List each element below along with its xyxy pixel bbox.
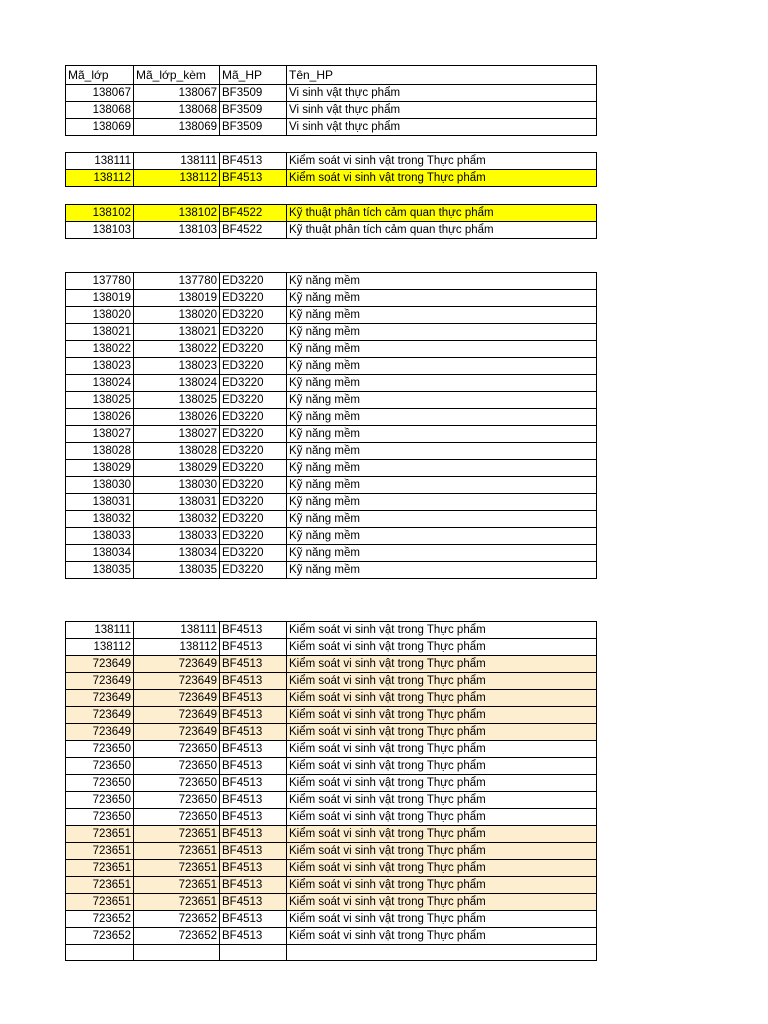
ma-lop-kem-cell[interactable]: 138112 — [134, 639, 220, 656]
ma-lop-kem-cell[interactable]: 138033 — [134, 528, 220, 545]
ten-hp-cell[interactable]: Kiểm soát vi sinh vật trong Thực phẩm — [287, 911, 597, 928]
ma-hp-cell[interactable]: BF4513 — [220, 775, 287, 792]
ma-lop-kem-cell[interactable]: 723651 — [134, 860, 220, 877]
ma-lop-kem-cell[interactable]: 138102 — [134, 205, 220, 222]
ma-lop-kem-cell[interactable]: 723650 — [134, 792, 220, 809]
ma-lop-cell[interactable]: 723650 — [66, 758, 134, 775]
ten-hp-cell[interactable]: Kỹ năng mềm — [287, 443, 597, 460]
ma-hp-cell[interactable]: ED3220 — [220, 511, 287, 528]
ten-hp-cell[interactable]: Kỹ năng mềm — [287, 511, 597, 528]
ma-hp-cell[interactable]: BF4513 — [220, 656, 287, 673]
ma-lop-kem-cell[interactable]: 138019 — [134, 290, 220, 307]
table-row — [66, 894, 597, 911]
ma-lop-kem-cell[interactable]: 723651 — [134, 843, 220, 860]
ma-lop-kem-cell[interactable]: 723652 — [134, 928, 220, 945]
ma-lop-kem-cell[interactable]: 138111 — [134, 622, 220, 639]
ma-lop-cell[interactable]: 723649 — [66, 656, 134, 673]
ma-hp-cell[interactable]: BF4513 — [220, 724, 287, 741]
ten-hp-cell[interactable]: Kiểm soát vi sinh vật trong Thực phẩm — [287, 894, 597, 911]
ma-lop-cell[interactable]: 723650 — [66, 792, 134, 809]
ma-hp-cell[interactable]: ED3220 — [220, 460, 287, 477]
ma-hp-cell[interactable]: ED3220 — [220, 324, 287, 341]
ten-hp-cell[interactable]: Kiểm soát vi sinh vật trong Thực phẩm — [287, 724, 597, 741]
table-row — [66, 205, 597, 222]
ten-hp-cell[interactable]: Kỹ năng mềm — [287, 324, 597, 341]
ma-lop-kem-cell[interactable]: 138035 — [134, 562, 220, 579]
ma-hp-cell[interactable] — [220, 945, 287, 961]
ma-hp-cell[interactable]: BF4522 — [220, 205, 287, 222]
table-row — [66, 639, 597, 656]
table-row — [66, 528, 597, 545]
ten-hp-cell[interactable] — [287, 945, 597, 961]
ten-hp-cell[interactable]: Vi sinh vật thực phẩm — [287, 119, 597, 136]
ma-lop-kem-cell[interactable]: 723649 — [134, 673, 220, 690]
ma-hp-cell[interactable]: BF4513 — [220, 673, 287, 690]
ma-hp-cell[interactable]: BF4513 — [220, 877, 287, 894]
ma-lop-cell[interactable]: 723651 — [66, 826, 134, 843]
ma-lop-kem-cell[interactable]: 138026 — [134, 409, 220, 426]
ma-lop-cell[interactable]: 138102 — [66, 205, 134, 222]
ma-lop-cell[interactable]: 723649 — [66, 690, 134, 707]
ma-hp-cell[interactable]: ED3220 — [220, 392, 287, 409]
ma-lop-kem-cell[interactable]: 138021 — [134, 324, 220, 341]
ma-hp-cell[interactable]: BF4522 — [220, 222, 287, 239]
ma-lop-kem-cell[interactable]: 723651 — [134, 877, 220, 894]
ma-lop-kem-cell[interactable]: 723650 — [134, 809, 220, 826]
table-row — [66, 460, 597, 477]
ten-hp-cell[interactable]: Kỹ năng mềm — [287, 426, 597, 443]
ma-lop-kem-cell[interactable]: 723651 — [134, 826, 220, 843]
table-row — [66, 741, 597, 758]
ten-hp-cell[interactable]: Vi sinh vật thực phẩm — [287, 102, 597, 119]
table-row — [66, 826, 597, 843]
ma-hp-cell[interactable]: ED3220 — [220, 375, 287, 392]
table-row — [66, 443, 597, 460]
ten-hp-cell[interactable]: Kiểm soát vi sinh vật trong Thực phẩm — [287, 656, 597, 673]
table-row — [66, 375, 597, 392]
ma-lop-kem-cell[interactable]: 723649 — [134, 707, 220, 724]
ten-hp-cell[interactable]: Kiểm soát vi sinh vật trong Thực phẩm — [287, 153, 597, 170]
ma-lop-cell[interactable]: 138024 — [66, 375, 134, 392]
ten-hp-cell[interactable]: Kỹ năng mềm — [287, 494, 597, 511]
ma-lop-kem-cell[interactable]: 138024 — [134, 375, 220, 392]
ma-lop-kem-cell[interactable]: 723652 — [134, 911, 220, 928]
ma-hp-cell[interactable]: ED3220 — [220, 443, 287, 460]
ma-hp-cell[interactable]: BF4513 — [220, 860, 287, 877]
ma-lop-kem-cell[interactable]: 723649 — [134, 724, 220, 741]
ma-lop-cell[interactable]: 723650 — [66, 741, 134, 758]
table-row — [66, 792, 597, 809]
table-row — [66, 392, 597, 409]
ma-lop-cell[interactable]: 138026 — [66, 409, 134, 426]
table-row — [66, 426, 597, 443]
table-row — [66, 102, 597, 119]
ma-hp-cell[interactable]: BF3509 — [220, 102, 287, 119]
ma-lop-cell[interactable]: 138028 — [66, 443, 134, 460]
ma-hp-cell[interactable]: BF4513 — [220, 843, 287, 860]
header-ma-lop[interactable]: Mã_lớp — [66, 66, 134, 85]
table-row — [66, 477, 597, 494]
ma-lop-cell[interactable]: 723651 — [66, 860, 134, 877]
ma-lop-kem-cell[interactable]: 138029 — [134, 460, 220, 477]
ma-lop-kem-cell[interactable]: 138023 — [134, 358, 220, 375]
ma-lop-cell[interactable]: 137780 — [66, 273, 134, 290]
table-row — [66, 290, 597, 307]
sheet-block-2 — [65, 152, 597, 187]
table-row — [66, 307, 597, 324]
table-row — [66, 119, 597, 136]
table-row — [66, 877, 597, 894]
ten-hp-cell[interactable]: Kiểm soát vi sinh vật trong Thực phẩm — [287, 928, 597, 945]
ten-hp-cell[interactable]: Kỹ thuật phân tích cảm quan thực phẩm — [287, 222, 597, 239]
ma-lop-kem-cell[interactable]: 138028 — [134, 443, 220, 460]
ten-hp-cell[interactable]: Kiểm soát vi sinh vật trong Thực phẩm — [287, 690, 597, 707]
ma-lop-cell[interactable]: 138023 — [66, 358, 134, 375]
ma-lop-cell[interactable]: 723649 — [66, 673, 134, 690]
ma-lop-cell[interactable]: 723651 — [66, 843, 134, 860]
ma-lop-cell[interactable]: 138030 — [66, 477, 134, 494]
ma-hp-cell[interactable]: BF4513 — [220, 928, 287, 945]
table-row — [66, 707, 597, 724]
ma-hp-cell[interactable]: ED3220 — [220, 409, 287, 426]
ma-lop-cell[interactable]: 138033 — [66, 528, 134, 545]
ten-hp-cell[interactable]: Kiểm soát vi sinh vật trong Thực phẩm — [287, 707, 597, 724]
ten-hp-cell[interactable]: Kiểm soát vi sinh vật trong Thực phẩm — [287, 792, 597, 809]
header-ten-hp[interactable]: Tên_HP — [287, 66, 597, 85]
ten-hp-cell[interactable]: Kỹ năng mềm — [287, 307, 597, 324]
ma-hp-cell[interactable]: BF4513 — [220, 707, 287, 724]
ma-hp-cell[interactable]: ED3220 — [220, 358, 287, 375]
table-row — [66, 843, 597, 860]
ma-lop-kem-cell[interactable]: 138032 — [134, 511, 220, 528]
ten-hp-cell[interactable]: Kỹ năng mềm — [287, 460, 597, 477]
table-row — [66, 911, 597, 928]
ma-lop-kem-cell[interactable]: 138030 — [134, 477, 220, 494]
ma-lop-cell[interactable]: 138022 — [66, 341, 134, 358]
ma-lop-kem-cell[interactable]: 138112 — [134, 170, 220, 187]
ma-lop-cell[interactable]: 138021 — [66, 324, 134, 341]
ma-lop-cell[interactable]: 138029 — [66, 460, 134, 477]
ten-hp-cell[interactable]: Kỹ năng mềm — [287, 528, 597, 545]
ma-lop-cell[interactable]: 723650 — [66, 809, 134, 826]
ma-hp-cell[interactable]: BF3509 — [220, 85, 287, 102]
ma-lop-kem-cell[interactable]: 138022 — [134, 341, 220, 358]
ma-lop-kem-cell[interactable]: 138031 — [134, 494, 220, 511]
table-row — [66, 809, 597, 826]
ma-lop-cell[interactable]: 138020 — [66, 307, 134, 324]
ten-hp-cell[interactable]: Kỹ thuật phân tích cảm quan thực phẩm — [287, 205, 597, 222]
ma-lop-cell[interactable]: 138103 — [66, 222, 134, 239]
table-row — [66, 945, 597, 961]
table-row — [66, 724, 597, 741]
ma-lop-cell[interactable]: 138027 — [66, 426, 134, 443]
ma-lop-kem-cell[interactable]: 723650 — [134, 758, 220, 775]
table-row — [66, 494, 597, 511]
ten-hp-cell[interactable]: Kiểm soát vi sinh vật trong Thực phẩm — [287, 877, 597, 894]
ma-lop-kem-cell[interactable]: 138068 — [134, 102, 220, 119]
ma-lop-cell[interactable]: 138068 — [66, 102, 134, 119]
ma-lop-cell[interactable]: 723652 — [66, 928, 134, 945]
ma-hp-cell[interactable]: BF4513 — [220, 622, 287, 639]
ma-lop-cell[interactable]: 723652 — [66, 911, 134, 928]
ma-lop-cell[interactable]: 723649 — [66, 724, 134, 741]
ten-hp-cell[interactable]: Kiểm soát vi sinh vật trong Thực phẩm — [287, 843, 597, 860]
ma-lop-kem-cell[interactable]: 138027 — [134, 426, 220, 443]
ma-hp-cell[interactable]: ED3220 — [220, 273, 287, 290]
table-row — [66, 775, 597, 792]
ma-lop-cell[interactable]: 723649 — [66, 707, 134, 724]
ma-hp-cell[interactable]: BF4513 — [220, 153, 287, 170]
table-row — [66, 656, 597, 673]
ma-hp-cell[interactable]: BF4513 — [220, 758, 287, 775]
ma-hp-cell[interactable]: ED3220 — [220, 562, 287, 579]
ma-lop-cell[interactable]: 138019 — [66, 290, 134, 307]
ten-hp-cell[interactable]: Kiểm soát vi sinh vật trong Thực phẩm — [287, 673, 597, 690]
ma-hp-cell[interactable]: BF4513 — [220, 792, 287, 809]
table-row — [66, 928, 597, 945]
ma-lop-cell[interactable]: 138112 — [66, 170, 134, 187]
ten-hp-cell[interactable]: Kỹ năng mềm — [287, 273, 597, 290]
ma-lop-kem-cell[interactable]: 723650 — [134, 741, 220, 758]
ma-hp-cell[interactable]: ED3220 — [220, 290, 287, 307]
ma-lop-cell[interactable]: 138034 — [66, 545, 134, 562]
table-row — [66, 690, 597, 707]
header-ma-lop-kem[interactable]: Mã_lớp_kèm — [134, 66, 220, 85]
ten-hp-cell[interactable]: Kiểm soát vi sinh vật trong Thực phẩm — [287, 775, 597, 792]
table-row — [66, 341, 597, 358]
sheet-block-4 — [65, 272, 597, 579]
ten-hp-cell[interactable]: Kiểm soát vi sinh vật trong Thực phẩm — [287, 622, 597, 639]
ma-lop-kem-cell[interactable]: 138067 — [134, 85, 220, 102]
ma-lop-kem-cell[interactable]: 138103 — [134, 222, 220, 239]
ten-hp-cell[interactable]: Kiểm soát vi sinh vật trong Thực phẩm — [287, 741, 597, 758]
table-row — [66, 324, 597, 341]
ma-lop-cell[interactable]: 723651 — [66, 894, 134, 911]
sheet-block-5 — [65, 621, 597, 961]
ten-hp-cell[interactable]: Kỹ năng mềm — [287, 375, 597, 392]
ten-hp-cell[interactable]: Kỹ năng mềm — [287, 358, 597, 375]
ma-hp-cell[interactable]: ED3220 — [220, 494, 287, 511]
ma-hp-cell[interactable]: ED3220 — [220, 528, 287, 545]
ten-hp-cell[interactable]: Kiểm soát vi sinh vật trong Thực phẩm — [287, 639, 597, 656]
ma-lop-kem-cell[interactable]: 138034 — [134, 545, 220, 562]
ma-lop-kem-cell[interactable]: 138020 — [134, 307, 220, 324]
ma-hp-cell[interactable]: ED3220 — [220, 477, 287, 494]
ten-hp-cell[interactable]: Kiểm soát vi sinh vật trong Thực phẩm — [287, 758, 597, 775]
table-row — [66, 153, 597, 170]
ma-hp-cell[interactable]: BF4513 — [220, 170, 287, 187]
ma-lop-cell[interactable]: 138035 — [66, 562, 134, 579]
ma-lop-kem-cell[interactable]: 138069 — [134, 119, 220, 136]
ten-hp-cell[interactable]: Kiểm soát vi sinh vật trong Thực phẩm — [287, 170, 597, 187]
ma-lop-cell[interactable]: 723650 — [66, 775, 134, 792]
ma-hp-cell[interactable]: ED3220 — [220, 426, 287, 443]
table-row — [66, 358, 597, 375]
ma-lop-kem-cell[interactable]: 138025 — [134, 392, 220, 409]
ma-hp-cell[interactable]: BF4513 — [220, 911, 287, 928]
table-row — [66, 170, 597, 187]
table-row — [66, 758, 597, 775]
ten-hp-cell[interactable]: Kỹ năng mềm — [287, 341, 597, 358]
ma-lop-cell[interactable]: 723651 — [66, 877, 134, 894]
ten-hp-cell[interactable]: Kiểm soát vi sinh vật trong Thực phẩm — [287, 860, 597, 877]
ma-lop-kem-cell[interactable]: 723649 — [134, 656, 220, 673]
sheet-block-1 — [65, 65, 597, 136]
ma-lop-kem-cell[interactable] — [134, 945, 220, 961]
table-row — [66, 222, 597, 239]
ma-lop-cell[interactable]: 138111 — [66, 153, 134, 170]
ma-lop-cell[interactable]: 138111 — [66, 622, 134, 639]
ma-lop-kem-cell[interactable]: 723649 — [134, 690, 220, 707]
ten-hp-cell[interactable]: Kỹ năng mềm — [287, 562, 597, 579]
ma-lop-kem-cell[interactable]: 723650 — [134, 775, 220, 792]
table-row — [66, 673, 597, 690]
ma-lop-kem-cell[interactable]: 137780 — [134, 273, 220, 290]
table-row — [66, 860, 597, 877]
ma-lop-cell[interactable]: 138031 — [66, 494, 134, 511]
ma-lop-cell[interactable]: 138025 — [66, 392, 134, 409]
ma-lop-kem-cell[interactable]: 138111 — [134, 153, 220, 170]
ma-lop-kem-cell[interactable]: 723651 — [134, 894, 220, 911]
ten-hp-cell[interactable]: Kỹ năng mềm — [287, 409, 597, 426]
ma-hp-cell[interactable]: BF4513 — [220, 894, 287, 911]
table-row — [66, 545, 597, 562]
table-row — [66, 622, 597, 639]
header-row — [66, 66, 597, 85]
table-row — [66, 273, 597, 290]
ten-hp-cell[interactable]: Kiểm soát vi sinh vật trong Thực phẩm — [287, 809, 597, 826]
ma-hp-cell[interactable]: ED3220 — [220, 307, 287, 324]
table-row — [66, 511, 597, 528]
ten-hp-cell[interactable]: Kiểm soát vi sinh vật trong Thực phẩm — [287, 826, 597, 843]
ma-hp-cell[interactable]: BF4513 — [220, 826, 287, 843]
ma-lop-cell[interactable]: 138032 — [66, 511, 134, 528]
ma-hp-cell[interactable]: BF4513 — [220, 809, 287, 826]
ma-hp-cell[interactable]: BF4513 — [220, 690, 287, 707]
table-row — [66, 85, 597, 102]
ten-hp-cell[interactable]: Kỹ năng mềm — [287, 392, 597, 409]
ma-hp-cell[interactable]: BF4513 — [220, 639, 287, 656]
ma-lop-cell[interactable]: 138112 — [66, 639, 134, 656]
ma-hp-cell[interactable]: ED3220 — [220, 545, 287, 562]
ten-hp-cell[interactable]: Vi sinh vật thực phẩm — [287, 85, 597, 102]
ten-hp-cell[interactable]: Kỹ năng mềm — [287, 290, 597, 307]
ma-lop-cell[interactable]: 138067 — [66, 85, 134, 102]
ma-hp-cell[interactable]: BF3509 — [220, 119, 287, 136]
ten-hp-cell[interactable]: Kỹ năng mềm — [287, 545, 597, 562]
ten-hp-cell[interactable]: Kỹ năng mềm — [287, 477, 597, 494]
table-row — [66, 562, 597, 579]
ma-hp-cell[interactable]: ED3220 — [220, 341, 287, 358]
header-ma-hp[interactable]: Mã_HP — [220, 66, 287, 85]
ma-lop-cell[interactable]: 138069 — [66, 119, 134, 136]
ma-hp-cell[interactable]: BF4513 — [220, 741, 287, 758]
sheet-block-3 — [65, 204, 597, 239]
ma-lop-cell[interactable] — [66, 945, 134, 961]
table-row — [66, 409, 597, 426]
